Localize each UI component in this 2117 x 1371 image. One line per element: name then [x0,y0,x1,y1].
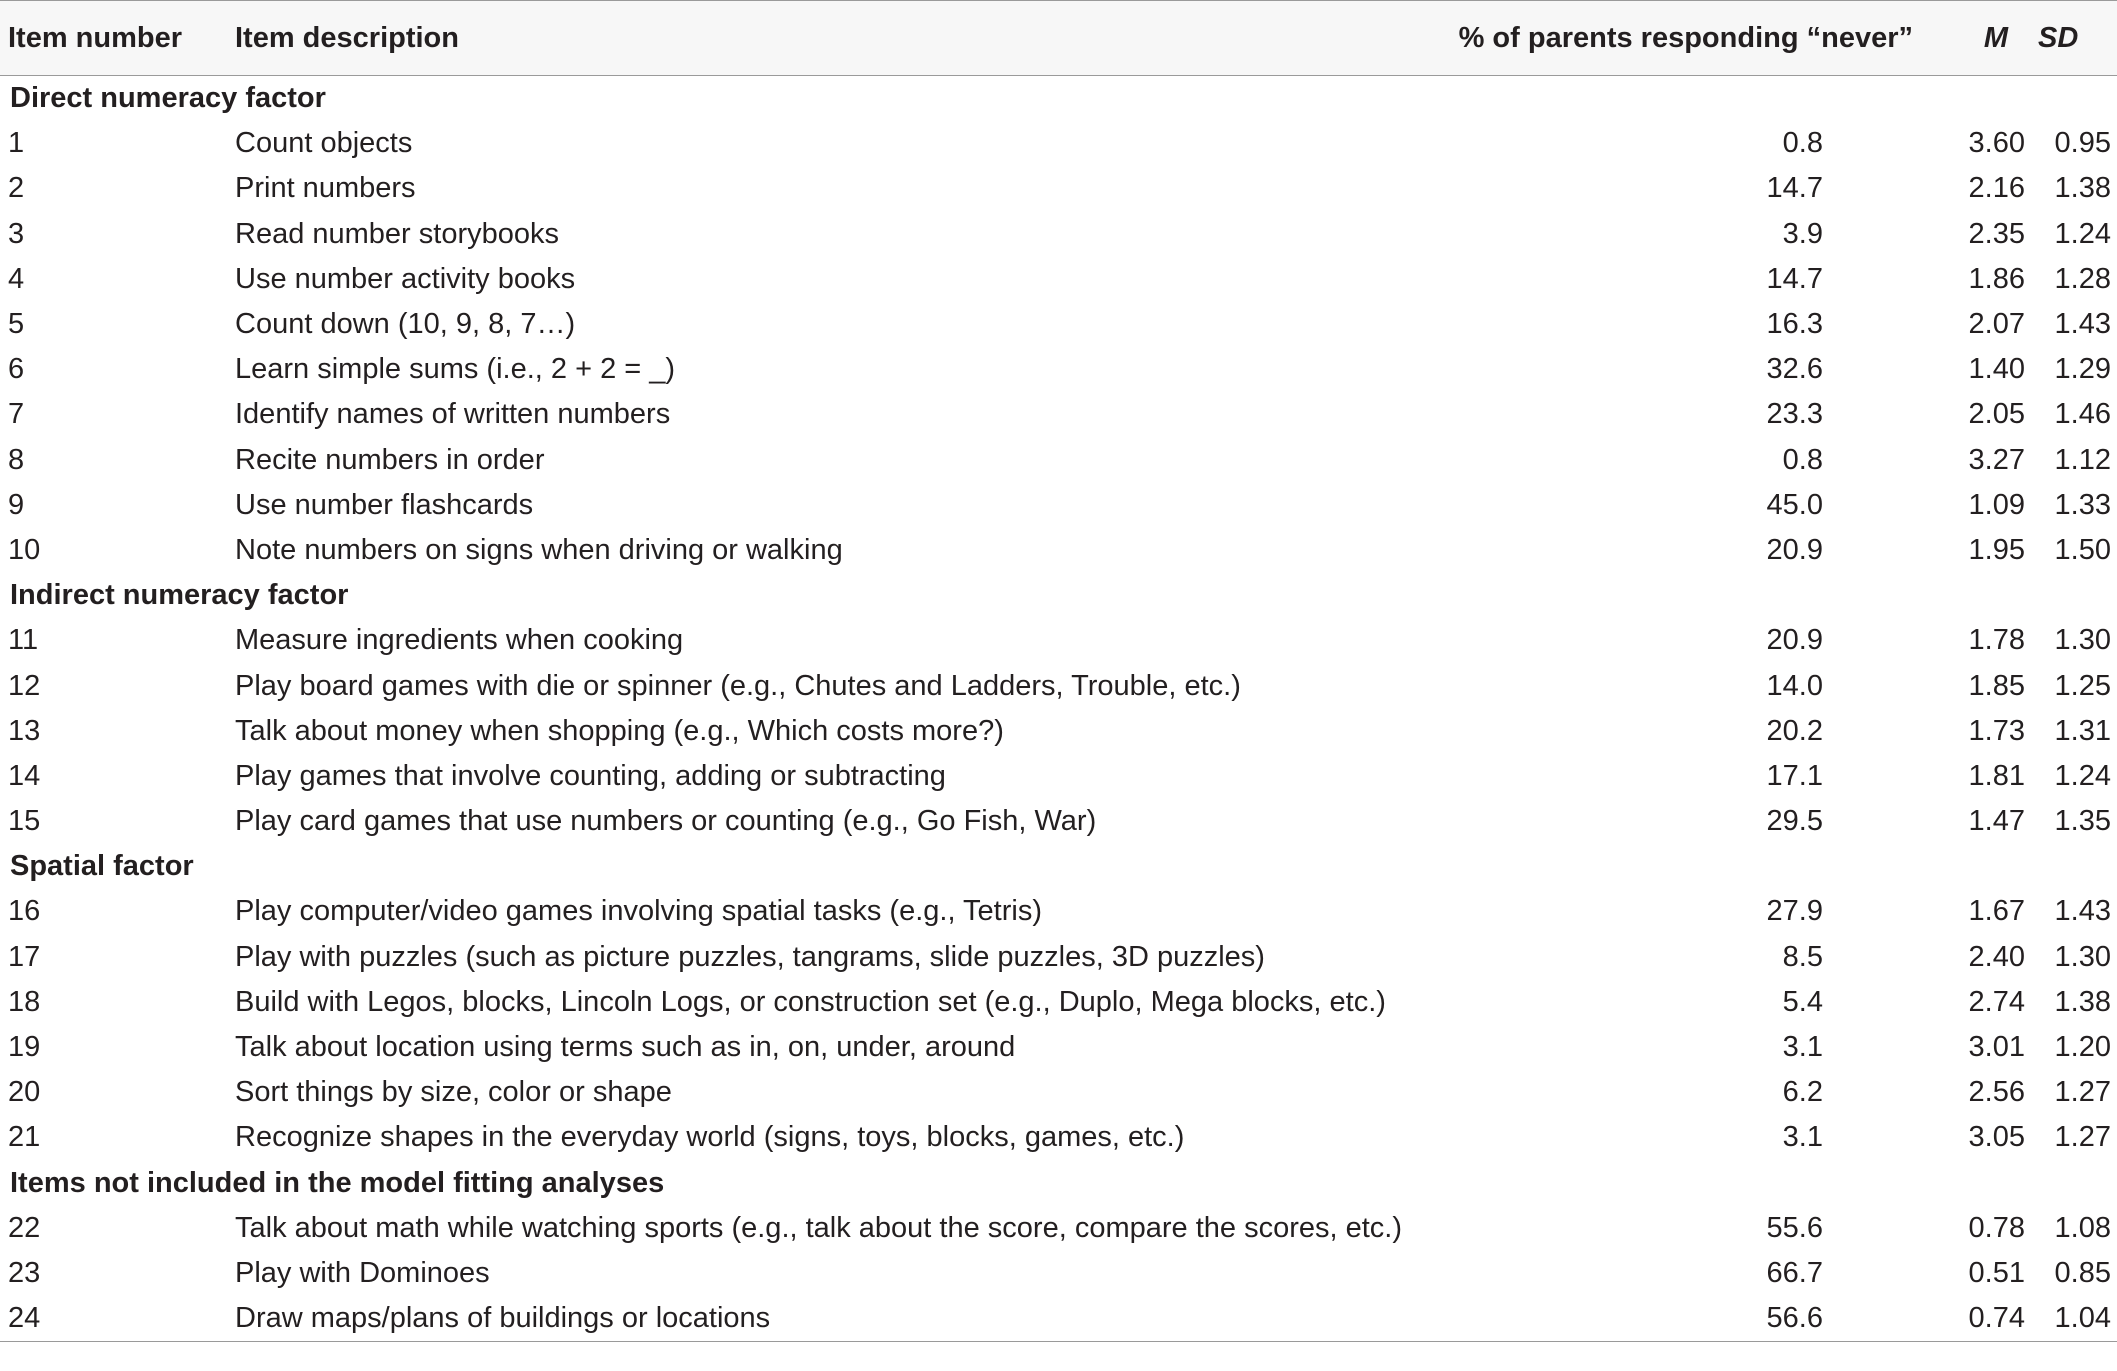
table-row [0,980,2117,1025]
cell-item-number: 1 [8,127,25,160]
cell-item-description: Play computer/video games involving spatial tasks (e.g., Tetris) [235,895,1042,928]
cell-pct-never: 14.7 [1766,172,1823,205]
section-title: Direct numeracy factor [10,82,326,115]
cell-item-description: Recognize shapes in the everyday world (signs, toys, blocks, games, etc.) [235,1121,1185,1154]
table-row [0,1025,2117,1070]
cell-item-number: 8 [8,443,25,476]
section-row [0,1161,2117,1206]
cell-mean: 1.85 [1968,669,2025,702]
cell-pct-never: 27.9 [1766,895,1823,928]
cell-item-number: 3 [8,217,25,250]
cell-sd: 1.50 [2054,533,2111,566]
cell-sd: 1.12 [2054,443,2111,476]
cell-sd: 1.20 [2054,1031,2111,1064]
cell-item-description: Learn simple sums (i.e., 2 + 2 = _) [235,353,676,386]
cell-item-number: 17 [8,940,41,973]
cell-item-description: Talk about location using terms such as in, on, under, around [235,1031,1016,1064]
cell-sd: 1.24 [2054,759,2111,792]
cell-item-description: Play card games that use numbers or counting (e.g., Go Fish, War) [235,805,1097,838]
table-row [0,347,2117,392]
cell-item-number: 10 [8,533,41,566]
cell-item-description: Identify names of written numbers [235,398,671,431]
cell-item-number: 20 [8,1076,41,1109]
table-row [0,483,2117,528]
cell-sd: 1.27 [2054,1076,2111,1109]
cell-pct-never: 66.7 [1766,1256,1823,1289]
cell-item-number: 5 [8,308,25,341]
cell-sd: 1.31 [2054,714,2111,747]
cell-mean: 1.40 [1968,353,2025,386]
cell-item-number: 15 [8,805,41,838]
cell-pct-never: 3.9 [1782,217,1823,250]
cell-mean: 2.05 [1968,398,2025,431]
table-row [0,754,2117,799]
cell-mean: 1.86 [1968,262,2025,295]
cell-mean: 0.78 [1968,1211,2025,1244]
header-sd: SD [2038,1,2117,76]
cell-mean: 3.05 [1968,1121,2025,1154]
cell-pct-never: 3.1 [1782,1031,1823,1064]
cell-item-number: 2 [8,172,25,205]
cell-mean: 1.73 [1968,714,2025,747]
cell-item-description: Recite numbers in order [235,443,545,476]
table-row [0,935,2117,980]
cell-item-description: Use number flashcards [235,488,534,521]
table-row [0,889,2117,934]
cell-item-number: 7 [8,398,25,431]
cell-item-number: 13 [8,714,41,747]
cell-mean: 3.27 [1968,443,2025,476]
cell-pct-never: 32.6 [1766,353,1823,386]
cell-item-number: 9 [8,488,25,521]
cell-sd: 1.25 [2054,669,2111,702]
cell-item-number: 24 [0,1296,235,1342]
cell-pct-never: 20.9 [1766,624,1823,657]
cell-item-description: Read number storybooks [235,217,559,250]
cell-item-number: 6 [8,353,25,386]
cell-pct-never: 0.8 [1782,127,1823,160]
cell-item-description: Print numbers [235,172,416,205]
cell-item-number: 11 [8,624,39,657]
cell-sd: 1.30 [2054,624,2111,657]
table-row [0,663,2117,708]
cell-item-description: Talk about math while watching sports (e.g., talk about the score, compare the scores, etc.) [235,1211,1403,1244]
cell-mean: 3.60 [1968,127,2025,160]
header-mean: M [1923,1,2038,76]
table-row [0,212,2117,257]
section-row [0,844,2117,889]
cell-item-description: Use number activity books [235,262,576,295]
cell-mean: 1.67 [1968,895,2025,928]
cell-sd: 1.38 [2054,172,2111,205]
cell-mean: 1.09 [1968,488,2025,521]
cell-item-number: 14 [8,759,41,792]
cell-sd: 1.30 [2054,940,2111,973]
cell-pct-never: 5.4 [1782,985,1823,1018]
cell-pct-never: 14.0 [1766,669,1823,702]
cell-mean: 2.56 [1968,1076,2025,1109]
cell-pct-never: 55.6 [1766,1211,1823,1244]
cell-item-description: Count objects [235,127,413,160]
cell-sd: 1.38 [2054,985,2111,1018]
table-row [0,1115,2117,1160]
cell-pct-never: 16.3 [1766,308,1823,341]
cell-pct-never: 6.2 [1782,1076,1823,1109]
cell-item-description: Play games that involve counting, adding or subtracting [235,759,946,792]
cell-sd: 0.85 [2054,1256,2111,1289]
cell-item-number: 12 [8,669,41,702]
table-header [0,1,2117,76]
cell-item-number: 23 [8,1256,41,1289]
cell-mean: 3.01 [1968,1031,2025,1064]
cell-item-number: 4 [8,262,25,295]
cell-item-number: 18 [8,985,41,1018]
cell-pct-never: 8.5 [1782,940,1823,973]
table-row [0,1251,2117,1296]
cell-sd: 1.46 [2054,398,2111,431]
cell-mean: 0.51 [1968,1256,2025,1289]
cell-mean: 2.16 [1968,172,2025,205]
cell-sd: 0.95 [2054,127,2111,160]
table-row [0,438,2117,483]
cell-item-number: 22 [8,1211,41,1244]
cell-pct-never: 14.7 [1766,262,1823,295]
table-row [0,709,2117,754]
table-row [0,392,2117,437]
header-item-description: Item description [235,1,1423,76]
cell-sd: 1.29 [2054,353,2111,386]
cell-sd: 1.08 [2054,1211,2111,1244]
cell-pct-never: 20.9 [1766,533,1823,566]
cell-pct-never: 20.2 [1766,714,1823,747]
cell-mean: 2.35 [1968,217,2025,250]
cell-item-description: Play board games with die or spinner (e.g., Chutes and Ladders, Trouble, etc.) [235,669,1241,702]
section-title: Spatial factor [10,850,194,883]
cell-pct-never: 23.3 [1766,398,1823,431]
cell-sd: 1.27 [2054,1121,2111,1154]
header-pct-never: % of parents responding “never” [1423,1,1923,76]
cell-pct-never: 45.0 [1766,488,1823,521]
cell-mean: 2.74 [1968,985,2025,1018]
cell-mean: 0.74 [1923,1296,2038,1342]
table-row [0,528,2117,573]
cell-item-description: Note numbers on signs when driving or walking [235,533,843,566]
cell-pct-never: 56.6 [1423,1296,1923,1342]
section-row [0,76,2117,122]
cell-mean: 2.40 [1968,940,2025,973]
cell-mean: 1.47 [1968,805,2025,838]
cell-item-number: 19 [8,1031,41,1064]
cell-mean: 2.07 [1968,308,2025,341]
cell-pct-never: 29.5 [1766,805,1823,838]
cell-sd: 1.35 [2054,805,2111,838]
header-item-number: Item number [0,1,235,76]
header-row [0,1,2117,76]
cell-sd: 1.43 [2054,308,2111,341]
cell-pct-never: 17.1 [1766,759,1823,792]
table-row [0,1296,2117,1342]
section-row [0,573,2117,618]
cell-item-description: Play with puzzles (such as picture puzzles, tangrams, slide puzzles, 3D puzzles) [235,940,1265,973]
cell-sd: 1.43 [2054,895,2111,928]
table-body [0,76,2117,1342]
cell-item-description: Build with Legos, blocks, Lincoln Logs, or construction set (e.g., Duplo, Mega blocks, etc.) [235,985,1386,1018]
table-row [0,166,2117,211]
cell-item-description: Draw maps/plans of buildings or locations [235,1296,1423,1342]
cell-sd: 1.28 [2054,262,2111,295]
table-row [0,121,2117,166]
cell-mean: 1.78 [1968,624,2025,657]
cell-item-description: Count down (10, 9, 8, 7…) [235,308,576,341]
cell-mean: 1.81 [1968,759,2025,792]
cell-item-description: Measure ingredients when cooking [235,624,684,657]
cell-item-description: Talk about money when shopping (e.g., Which costs more?) [235,714,1004,747]
table-row [0,1206,2117,1251]
cell-pct-never: 3.1 [1782,1121,1823,1154]
table-row [0,1070,2117,1115]
cell-mean: 1.95 [1968,533,2025,566]
cell-pct-never: 0.8 [1782,443,1823,476]
table-row [0,799,2117,844]
table-row [0,257,2117,302]
table-row [0,618,2117,663]
section-title: Indirect numeracy factor [10,579,349,612]
section-title: Items not included in the model fitting analyses [10,1166,665,1199]
cell-sd: 1.33 [2054,488,2111,521]
table-row [0,302,2117,347]
cell-item-description: Sort things by size, color or shape [235,1076,672,1109]
cell-sd: 1.04 [2038,1296,2117,1342]
cell-sd: 1.24 [2054,217,2111,250]
cell-item-number: 21 [8,1121,41,1154]
cell-item-number: 16 [8,895,41,928]
cell-item-description: Play with Dominoes [235,1256,490,1289]
